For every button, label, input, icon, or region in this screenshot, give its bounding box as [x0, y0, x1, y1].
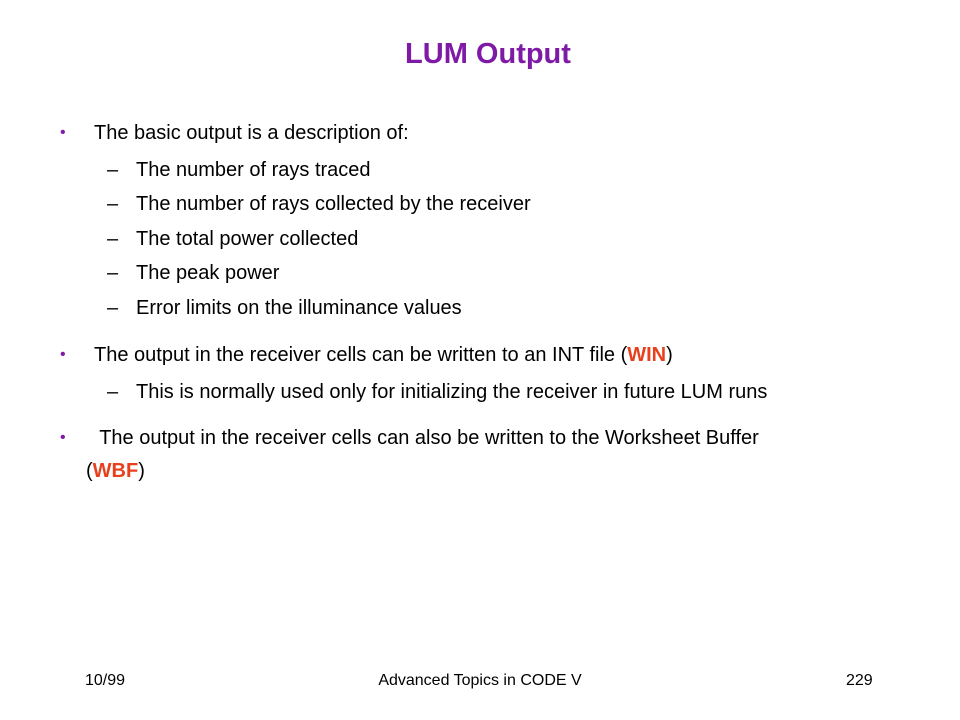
footer-date: 10/99: [85, 672, 126, 689]
wbf-keyword: WBF: [92, 460, 139, 482]
dash-marker: –: [107, 193, 119, 215]
slide-title: LUM Output: [405, 38, 571, 70]
bullet-text: [94, 342, 673, 368]
sub-item-text: Error limits on the illuminance values: [136, 297, 462, 319]
bullet-marker: •: [60, 429, 66, 446]
bullet-text-part: The output in the receiver cells can be written to an INT file (: [94, 344, 628, 366]
bullet-text: [86, 458, 145, 484]
sub-item-text: The peak power: [136, 262, 280, 284]
bullet-marker: •: [60, 124, 66, 141]
footer-course-title: Advanced Topics in CODE V: [378, 672, 582, 689]
sub-item-text: The number of rays traced: [136, 159, 371, 181]
bullet-marker: •: [60, 346, 66, 363]
bullet-text: The output in the receiver cells can also be written to the Worksheet Buffer: [94, 427, 759, 449]
footer-page-number: 229: [846, 672, 873, 689]
sub-item-text: The total power collected: [136, 228, 359, 250]
dash-marker: –: [107, 297, 119, 319]
win-keyword: WIN: [627, 344, 667, 366]
sub-item-text: The number of rays collected by the receiver: [136, 193, 531, 215]
bullet-text-part: ): [138, 460, 145, 482]
dash-marker: –: [107, 228, 119, 250]
dash-marker: –: [107, 159, 119, 181]
dash-marker: –: [107, 262, 119, 284]
bullet-text-part: ): [666, 344, 673, 366]
dash-marker: –: [107, 381, 119, 403]
sub-item-text: This is normally used only for initializing the receiver in future LUM runs: [136, 381, 768, 403]
bullet-text: The basic output is a description of:: [94, 122, 409, 144]
bullet-text-part: (: [86, 460, 93, 482]
